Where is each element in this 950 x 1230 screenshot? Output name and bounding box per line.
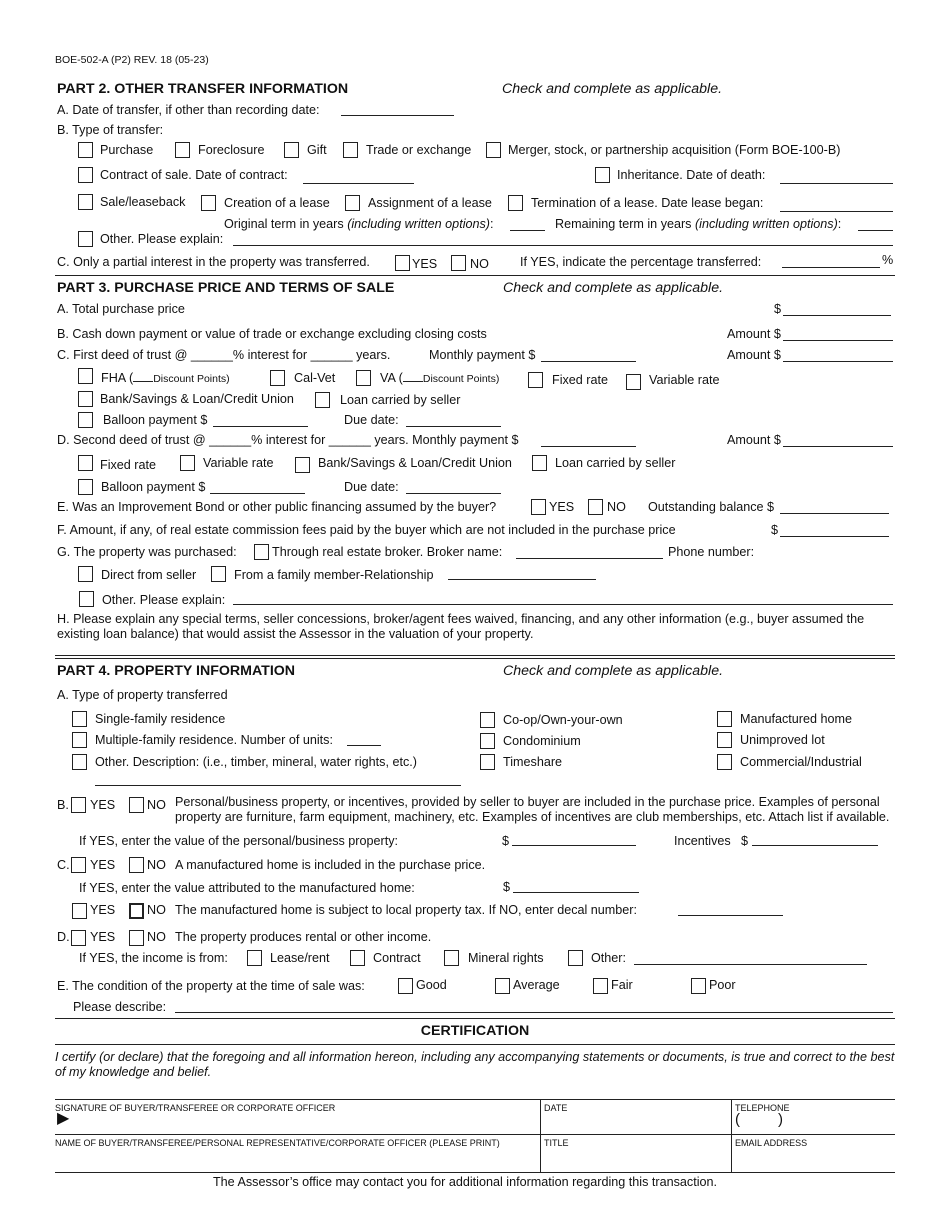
- contract-income-label: Contract: [373, 951, 421, 965]
- contract-date-field[interactable]: [303, 183, 414, 184]
- fixed-rate-checkbox[interactable]: [528, 372, 543, 388]
- merger-label: Merger, stock, or partnership acquisition (Form BOE-100-B): [508, 143, 841, 157]
- dollar-sign: $: [741, 834, 749, 848]
- remaining-term-label: Remaining term in years (including written options):: [555, 217, 842, 231]
- p4-d-income-label: If YES, the income is from:: [79, 951, 228, 965]
- remaining-term-field[interactable]: [858, 230, 893, 231]
- fixed-rate-label: Fixed rate: [552, 373, 608, 387]
- telephone-field[interactable]: [745, 1111, 890, 1131]
- amount-label: Amount $: [727, 327, 781, 341]
- other-purchase-label: Other. Please explain:: [102, 593, 226, 607]
- column-divider: [540, 1099, 541, 1172]
- calvet-checkbox[interactable]: [270, 370, 285, 386]
- p4-c-value-label: If YES, enter the value attributed to the manufactured home:: [79, 881, 415, 895]
- broker-checkbox[interactable]: [254, 544, 269, 560]
- foreclosure-checkbox[interactable]: [175, 142, 190, 158]
- multi-family-label: Multiple-family residence. Number of units:: [95, 733, 333, 747]
- calvet-label: Cal-Vet: [294, 371, 336, 385]
- mineral-label: Mineral rights: [468, 951, 544, 965]
- outstanding-field[interactable]: [780, 513, 889, 514]
- first-deed-amount-field[interactable]: [783, 361, 893, 362]
- amount-label: Amount $: [727, 433, 781, 447]
- second-seller-loan-checkbox[interactable]: [532, 455, 547, 471]
- phone-label: Phone number:: [668, 545, 755, 559]
- assignment-lease-checkbox[interactable]: [345, 195, 360, 211]
- incentives-field[interactable]: [752, 845, 878, 846]
- saleleaseback-label: Sale/leaseback: [100, 195, 186, 209]
- personal-yes-checkbox[interactable]: [71, 797, 86, 813]
- manufactured-value-field[interactable]: [513, 892, 639, 893]
- p2-c-pct-label: If YES, indicate the percentage transferred:: [520, 255, 762, 269]
- good-checkbox[interactable]: [398, 978, 413, 994]
- bond-no-checkbox[interactable]: [588, 499, 603, 515]
- percentage-field[interactable]: [782, 267, 880, 268]
- p4-c-text: A manufactured home is included in the purchase price.: [175, 858, 486, 872]
- partial-yes-label: YES: [412, 257, 438, 271]
- part3-note: Check and complete as applicable.: [503, 280, 724, 296]
- other-income-checkbox[interactable]: [568, 950, 583, 966]
- death-date-field[interactable]: [780, 183, 893, 184]
- divider: [55, 1044, 895, 1045]
- seller-loan-label: Loan carried by seller: [340, 393, 461, 407]
- describe-field[interactable]: [175, 1012, 893, 1013]
- date-label: DATE: [544, 1103, 568, 1113]
- phone-open-paren: (: [735, 1111, 740, 1128]
- other-transfer-checkbox[interactable]: [78, 231, 93, 247]
- column-divider: [731, 1099, 732, 1172]
- amount-label: Amount $: [727, 348, 781, 362]
- inheritance-label: Inheritance. Date of death:: [617, 168, 766, 182]
- units-field[interactable]: [347, 745, 381, 746]
- original-term-field[interactable]: [510, 230, 545, 231]
- unimproved-label: Unimproved lot: [740, 733, 825, 747]
- incentives-label: Incentives: [674, 834, 731, 848]
- personal-no-checkbox[interactable]: [129, 797, 144, 813]
- p4-a-label: A. Type of property transferred: [57, 688, 228, 702]
- divider: [55, 1172, 895, 1173]
- form-id: BOE-502-A (P2) REV. 18 (05-23): [55, 54, 209, 66]
- dollar-sign: $: [771, 523, 779, 537]
- decal-field[interactable]: [678, 915, 783, 916]
- personal-no-label: NO: [147, 798, 166, 812]
- balloon-field[interactable]: [213, 426, 308, 427]
- single-family-label: Single-family residence: [95, 712, 226, 726]
- manufactured-included-yes-checkbox[interactable]: [71, 857, 86, 873]
- name-field[interactable]: [55, 1148, 535, 1170]
- certification-text: I certify (or declare) that the foregoing and all information hereon, including any accompanying statements or documents, is true and correct to the best of my knowledge and belief.: [55, 1050, 895, 1079]
- p3-b-label: B. Cash down payment or value of trade or exchange excluding closing costs: [57, 327, 487, 341]
- trade-checkbox[interactable]: [343, 142, 358, 158]
- condo-label: Condominium: [503, 734, 581, 748]
- broker-name-field[interactable]: [516, 558, 663, 559]
- balloon-checkbox[interactable]: [78, 412, 93, 428]
- original-term-label: Original term in years (including written options):: [224, 217, 494, 231]
- partial-no-label: NO: [470, 257, 489, 271]
- trade-label: Trade or exchange: [366, 143, 472, 157]
- manufactured-checkbox[interactable]: [717, 711, 732, 727]
- percent-sign: %: [882, 253, 894, 267]
- p4-e-label: E. The condition of the property at the time of sale was:: [57, 979, 365, 993]
- p3-c-label: C. First deed of trust @ ______% interest for ______ years.: [57, 348, 391, 362]
- relationship-field[interactable]: [448, 579, 596, 580]
- poor-label: Poor: [709, 978, 736, 992]
- divider: [55, 1134, 895, 1135]
- p3-d-label: D. Second deed of trust @ ______% interest for ______ years. Monthly payment $: [57, 433, 519, 447]
- timeshare-label: Timeshare: [503, 755, 563, 769]
- email-label: EMAIL ADDRESS: [735, 1138, 808, 1148]
- inheritance-checkbox[interactable]: [595, 167, 610, 183]
- foreclosure-label: Foreclosure: [198, 143, 265, 157]
- fair-label: Fair: [611, 978, 633, 992]
- p3-f-label: F. Amount, if any, of real estate commission fees paid by the buyer which are not included in the purchase price: [57, 523, 676, 537]
- phone-close-paren: ): [778, 1111, 783, 1128]
- divider: [55, 1099, 895, 1100]
- outstanding-label: Outstanding balance $: [648, 500, 775, 514]
- footer-text: The Assessor’s office may contact you for additional information regarding this transaction.: [212, 1175, 717, 1189]
- commission-field[interactable]: [780, 536, 889, 537]
- lease-rent-label: Lease/rent: [270, 951, 330, 965]
- cash-down-field[interactable]: [783, 340, 893, 341]
- email-field[interactable]: [735, 1148, 890, 1170]
- termination-lease-label: Termination of a lease. Date lease began:: [531, 196, 764, 210]
- bond-yes-label: YES: [549, 500, 575, 514]
- certification-title: CERTIFICATION: [420, 1023, 530, 1039]
- total-price-field[interactable]: [783, 315, 891, 316]
- contract-checkbox[interactable]: [78, 167, 93, 183]
- second-balloon-label: Balloon payment $: [101, 480, 206, 494]
- signature-field[interactable]: [60, 1112, 530, 1132]
- transfer-date-field[interactable]: [341, 115, 454, 116]
- p4-b-text: Personal/business property, or incentives, provided by seller to buyer are included in the purchase price. Examples of personal property are furniture, farm equipment, machinery, etc. Examples of incentives are club memberships, etc. Attach list if available.: [175, 795, 890, 824]
- purchase-label: Purchase: [100, 143, 154, 157]
- bank-label: Bank/Savings & Loan/Credit Union: [100, 392, 294, 406]
- saleleaseback-checkbox[interactable]: [78, 194, 93, 210]
- contract-label: Contract of sale. Date of contract:: [100, 168, 288, 182]
- manufactured-included-yes-label: YES: [90, 858, 116, 872]
- timeshare-checkbox[interactable]: [480, 754, 495, 770]
- fha-checkbox[interactable]: [78, 368, 93, 384]
- other-transfer-label: Other. Please explain:: [100, 232, 224, 246]
- title-label: TITLE: [544, 1138, 569, 1148]
- partial-no-checkbox[interactable]: [451, 255, 466, 271]
- commercial-label: Commercial/Industrial: [740, 755, 862, 769]
- other-desc-checkbox[interactable]: [72, 754, 87, 770]
- name-label: NAME OF BUYER/TRANSFEREE/PERSONAL REPRESENTATIVE/CORPORATE OFFICER (PLEASE PRINT): [55, 1138, 500, 1148]
- p4-c2-text: The manufactured home is subject to local property tax. If NO, enter decal number:: [175, 903, 637, 917]
- monthly-payment-field[interactable]: [541, 361, 636, 362]
- p3-g-label: G. The property was purchased:: [57, 545, 237, 559]
- part2-note: Check and complete as applicable.: [502, 81, 723, 97]
- balloon-label: Balloon payment $: [103, 413, 208, 427]
- arrow-icon: ▶: [57, 1110, 70, 1127]
- rental-yes-checkbox[interactable]: [71, 930, 86, 946]
- part4-note: Check and complete as applicable.: [503, 663, 724, 679]
- second-due-label: Due date:: [344, 480, 399, 494]
- telephone-label: TELEPHONE: [735, 1103, 790, 1113]
- p2-b-label: B. Type of transfer:: [57, 123, 164, 137]
- poor-checkbox[interactable]: [691, 978, 706, 994]
- p4-d-letter: D.: [57, 930, 70, 944]
- divider: [55, 658, 895, 659]
- due-label: Due date:: [344, 413, 399, 427]
- creation-lease-checkbox[interactable]: [201, 195, 216, 211]
- gift-label: Gift: [307, 143, 327, 157]
- other-income-label: Other:: [591, 951, 626, 965]
- variable-rate-label: Variable rate: [649, 373, 720, 387]
- direct-seller-checkbox[interactable]: [78, 566, 93, 582]
- other-desc-label: Other. Description: (i.e., timber, mineral, water rights, etc.): [95, 755, 417, 769]
- average-checkbox[interactable]: [495, 978, 510, 994]
- rental-yes-label: YES: [90, 930, 116, 944]
- p4-b-letter: B.: [57, 798, 69, 812]
- p3-h-text: H. Please explain any special terms, seller concessions, broker/agent fees waived, financing, and any other information (e.g., buyer assumed the existing loan balance) that would assist the Assessor in the valuation of your property.: [57, 612, 865, 641]
- other-desc-field[interactable]: [95, 785, 461, 786]
- tax-yes-checkbox[interactable]: [72, 903, 87, 919]
- bank-checkbox[interactable]: [78, 391, 93, 407]
- coop-label: Co-op/Own-your-own: [503, 713, 623, 727]
- direct-seller-label: Direct from seller: [101, 568, 197, 582]
- title-field[interactable]: [544, 1148, 724, 1170]
- p4-c-letter: C.: [57, 858, 70, 872]
- p3-a-label: A. Total purchase price: [57, 302, 185, 316]
- creation-lease-label: Creation of a lease: [224, 196, 330, 210]
- manufactured-included-no-checkbox[interactable]: [129, 857, 144, 873]
- personal-value-field[interactable]: [512, 845, 636, 846]
- manufactured-label: Manufactured home: [740, 712, 853, 726]
- contract-income-checkbox[interactable]: [350, 950, 365, 966]
- family-checkbox[interactable]: [211, 566, 226, 582]
- condo-checkbox[interactable]: [480, 733, 495, 749]
- tax-no-checkbox[interactable]: [129, 903, 144, 919]
- divider: [55, 655, 895, 656]
- va-checkbox[interactable]: [356, 370, 371, 386]
- rental-no-checkbox[interactable]: [129, 930, 144, 946]
- average-label: Average: [513, 978, 560, 992]
- family-label: From a family member-Relationship: [234, 568, 434, 582]
- personal-yes-label: YES: [90, 798, 116, 812]
- divider: [55, 1018, 895, 1019]
- other-purchase-field[interactable]: [233, 604, 893, 605]
- unimproved-checkbox[interactable]: [717, 732, 732, 748]
- tax-yes-label: YES: [90, 903, 116, 917]
- gift-checkbox[interactable]: [284, 142, 299, 158]
- partial-yes-checkbox[interactable]: [395, 255, 410, 271]
- tax-no-label: NO: [147, 903, 166, 917]
- due-date-field[interactable]: [406, 426, 501, 427]
- dollar-sign: $: [774, 302, 782, 316]
- good-label: Good: [416, 978, 447, 992]
- bond-no-label: NO: [607, 500, 626, 514]
- p4-d-text: The property produces rental or other income.: [175, 930, 432, 944]
- manufactured-included-no-label: NO: [147, 858, 166, 872]
- coop-checkbox[interactable]: [480, 712, 495, 728]
- termination-lease-checkbox[interactable]: [508, 195, 523, 211]
- divider: [55, 275, 895, 276]
- multi-family-checkbox[interactable]: [72, 732, 87, 748]
- second-bank-checkbox[interactable]: [295, 457, 310, 473]
- dollar-sign: $: [502, 834, 510, 848]
- bond-yes-checkbox[interactable]: [531, 499, 546, 515]
- date-field[interactable]: [544, 1111, 724, 1131]
- dollar-sign: $: [503, 880, 511, 894]
- other-income-field[interactable]: [634, 964, 867, 965]
- commercial-checkbox[interactable]: [717, 754, 732, 770]
- assignment-lease-label: Assignment of a lease: [368, 196, 492, 210]
- second-due-date-field[interactable]: [406, 493, 501, 494]
- second-deed-amount-field[interactable]: [783, 446, 893, 447]
- part3-title: PART 3. PURCHASE PRICE AND TERMS OF SALE: [57, 280, 395, 296]
- part2-title: PART 2. OTHER TRANSFER INFORMATION: [57, 81, 349, 97]
- second-fixed-checkbox[interactable]: [78, 455, 93, 471]
- single-family-checkbox[interactable]: [72, 711, 87, 727]
- p4-b-value-label: If YES, enter the value of the personal/business property:: [79, 834, 399, 848]
- second-monthly-field[interactable]: [541, 446, 636, 447]
- lease-began-field[interactable]: [780, 211, 893, 212]
- merger-checkbox[interactable]: [486, 142, 501, 158]
- describe-label: Please describe:: [73, 1000, 167, 1014]
- fha-label: FHA ( Discount Points): [101, 371, 230, 385]
- seller-loan-checkbox[interactable]: [315, 392, 330, 408]
- other-transfer-field[interactable]: [233, 245, 893, 246]
- p2-a-label: A. Date of transfer, if other than recording date:: [57, 103, 320, 117]
- second-bank-label: Bank/Savings & Loan/Credit Union: [318, 456, 512, 470]
- broker-label: Through real estate broker. Broker name:: [272, 545, 503, 559]
- va-label: VA ( Discount Points): [380, 371, 500, 385]
- second-variable-label: Variable rate: [203, 456, 274, 470]
- monthly-label: Monthly payment $: [429, 348, 536, 362]
- second-balloon-checkbox[interactable]: [78, 479, 93, 495]
- second-fixed-label: Fixed rate: [100, 458, 156, 472]
- p3-e-label: E. Was an Improvement Bond or other public financing assumed by the buyer?: [57, 500, 497, 514]
- mineral-checkbox[interactable]: [444, 950, 459, 966]
- rental-no-label: NO: [147, 930, 166, 944]
- fair-checkbox[interactable]: [593, 978, 608, 994]
- second-balloon-field[interactable]: [210, 493, 305, 494]
- purchase-checkbox[interactable]: [78, 142, 93, 158]
- other-purchase-checkbox[interactable]: [79, 591, 94, 607]
- p2-c-label: C. Only a partial interest in the property was transferred.: [57, 255, 370, 269]
- signature-label: SIGNATURE OF BUYER/TRANSFEREE OR CORPORATE OFFICER: [55, 1103, 336, 1113]
- part4-title: PART 4. PROPERTY INFORMATION: [57, 663, 296, 679]
- lease-rent-checkbox[interactable]: [247, 950, 262, 966]
- second-variable-checkbox[interactable]: [180, 455, 195, 471]
- second-seller-loan-label: Loan carried by seller: [555, 456, 676, 470]
- variable-rate-checkbox[interactable]: [626, 374, 641, 390]
